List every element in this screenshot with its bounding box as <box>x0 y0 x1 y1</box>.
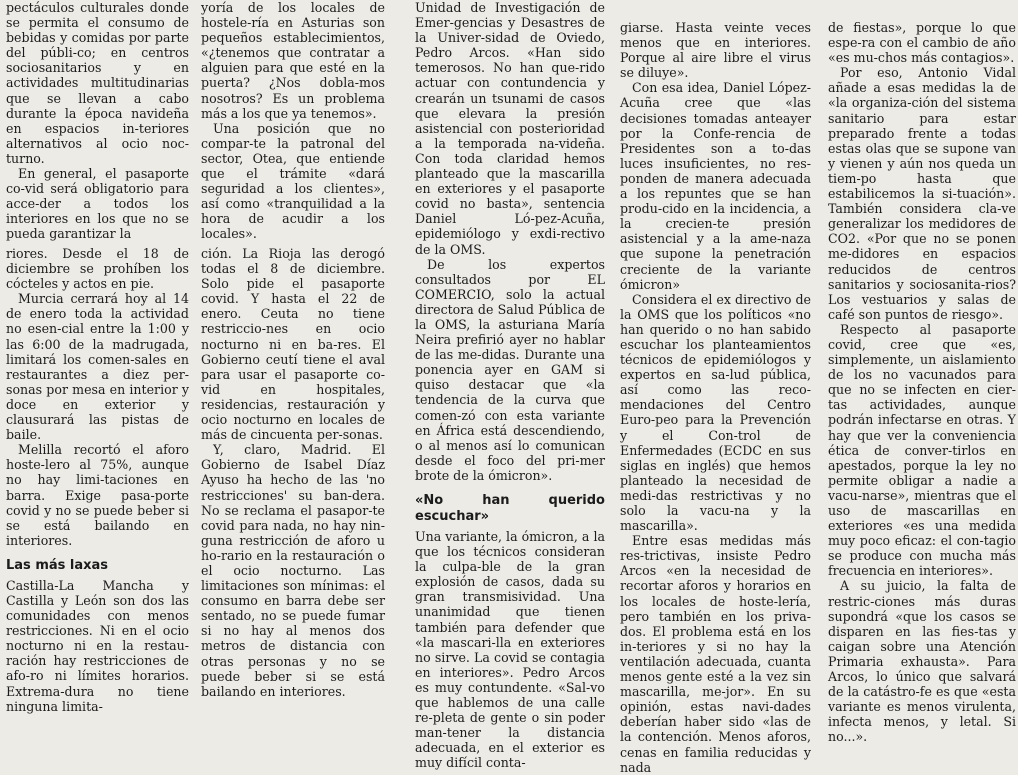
right-column-3 <box>415 0 605 771</box>
paragraph: riores. Desde el 18 de diciembre se prohíben los cócteles y actos en pie. <box>6 246 189 292</box>
right-column-5 <box>828 20 1016 745</box>
paragraph: A su juicio, la falta de restric-ciones más duras supondrá «que los casos se disparen en las fies-tas y caigan sobre una Atención Primaria exhausta». Para Arcos, lo único que salvará de la catástro-fe es que «esta variante es menos virulenta, infecta menos, y letal. Si no...». <box>828 578 1016 745</box>
paragraph: Unidad de Investigación de Emer-gencias y Desastres de la Univer-sidad de Oviedo, Pedro Arcos. «Han sido temerosos. No han que-rido actuar con contundencia y crearán un tsunami de casos que elevara la presión asistencial con posterioridad a la temporada na-videña. Con toda claridad hemos planteado que la mascarilla en exteriores y el pasaporte covid no basta», sentencia Daniel Ló-pez-Acuña, epidemiólogo y exdi-rectivo de la OMS. <box>415 0 605 257</box>
paragraph: giarse. Hasta veinte veces menos que en interiores. Porque al aire libre el virus se diluye». <box>620 20 811 81</box>
subheading: «No han querido escuchar» <box>415 493 605 524</box>
right-column-4 <box>620 20 811 775</box>
lower-left-column-1 <box>6 246 189 714</box>
paragraph: En general, el pasaporte co-vid será obligatorio para acce-der a todos los interiores en los que no se pueda garantizar la <box>6 166 189 242</box>
paragraph: ción. La Rioja las derogó todas el 8 de diciembre. Solo pide el pasaporte covid. Y hasta el 22 de enero. Ceuta no tiene restriccio-nes en ocio nocturno ni en ba-res. El Gobierno ceutí tiene el aval para usar el pasaporte co-vid en hospitales, residencias, restauración y ocio nocturno en locales de más de cincuenta per-sonas. <box>201 246 385 443</box>
paragraph: de fiestas», porque lo que espe-ra con el cambio de año «es mu-chos más contagios». <box>828 20 1016 66</box>
paragraph: De los expertos consultados por EL COMERCIO, solo la actual directora de Salud Pública de la OMS, la asturiana María Neira prefirió ayer no hablar de las me-didas. Durante una ponencia ayer en GAM si quiso destacar que «la tendencia de la curva que comen-zó con esta variante en África está descendiendo, o al menos así lo comunican desde el foco del pri-mer brote de la ómicron». <box>415 256 605 483</box>
subheading: Las más laxas <box>6 557 109 573</box>
paragraph: Castilla-La Mancha y Castilla y León son dos las comunidades con menos restricciones. Ni en el ocio nocturno ni en la restau-ración hay restricciones de afo-ro ni límites horarios. Extrema-dura no tiene ninguna limita- <box>6 577 189 714</box>
paragraph: Melilla recortó el aforo hoste-lero al 75%, aunque no hay limi-taciones en barra. Exige pasa-porte covid y no se puede beber si se está bailando en interiores. <box>6 442 189 548</box>
paragraph: Respecto al pasaporte covid, cree que «es, simplemente, un aislamiento de los no vacunados para que no se infecten en cier-tas actividades, aunque podrán infectarse en otras. Y hay que ver la conveniencia ética de conver-tirlos en apestados, porque la ley no permite obligar a nadie a vacu-narse», mientras que el uso de mascarillas en exteriores «es una medida muy poco eficaz: el con-tagio se produce con mucha más frecuencia en interiores». <box>828 321 1016 579</box>
paragraph: Una posición que no compar-te la patronal del sector, Otea, que entiende que el trámite «dará seguridad a los clientes», así como «tranquilidad a la hora de acudir a los locales». <box>201 120 385 242</box>
paragraph: Con esa idea, Daniel López-Acuña cree que «las decisiones tomadas anteayer por la Confe-rencia de Presidentes son a to-das luces insuficientes, no res-ponden de manera adecuada a los repuntes que se han produ-cido en la incidencia, a la crecien-te presión asistencial y a la ame-naza que supone la penetración creciente de la variante ómicron» <box>620 80 811 292</box>
lower-left-column-2 <box>201 246 385 699</box>
paragraph: Murcia cerrará hoy al 14 de enero toda la actividad no esen-cial entre la 1:00 y las 6:00 de la madrugada, limitará los comen-sales en restaurantes a diez per-sonas por mesa en interior y doce en exterior y clausurará las pistas de baile. <box>6 291 189 443</box>
paragraph: yoría de los locales de hostele-ría en Asturias son pequeños establecimientos, «¿tenemos que contratar a alguien para que esté en la puerta? ¿Nos dobla-mos nosotros? Es un problema más a los que ya tenemos». <box>201 0 385 121</box>
paragraph: Por eso, Antonio Vidal añade a esas medidas la de «la organiza-ción del sistema sanitario para estar preparado frente a todas estas olas que se supone van y vienen y aún nos queda un tiem-po hasta que estabilicemos la si-tuación». También considera cla-ve generalizar los medidores de CO2. «Por que no se ponen me-didores en espacios reducidos de centros sanitarios y sociosanita-rios? Los vestuarios y salas de café son puntos de riesgo». <box>828 65 1016 322</box>
upper-left-column-2 <box>201 0 385 242</box>
paragraph: pectáculos culturales donde se permita el consumo de bebidas y comidas por parte del públi-co; en centros sociosanitarios y en actividades multitudinarias que se llevan a cabo durante la época navideña en espacios in-teriores alternativos al ocio noc-turno. <box>6 0 189 166</box>
paragraph: Entre esas medidas más res-trictivas, insiste Pedro Arcos «en la necesidad de recortar aforos y horarios en los locales de hoste-lería, pero también en los priva-dos. El problema está en los in-teriores y si no hay la ventilación adecuada, cuanta menos gente esté a la vez sin mascarilla, me-jor». En su opinión, estas navi-dades deberían haber sido «las de la contención. Menos aforos, cenas en familia reducidas y nada <box>620 533 811 775</box>
paragraph: Considera el ex directivo de la OMS que los políticos «no han querido o no han sabido escuchar los planteamientos técnicos de epidemiólogos y expertos en sa-lud pública, así como las reco-mendaciones del Centro Euro-peo para la Prevención y el Con-trol de Enfermedades (ECDC en sus siglas en inglés) que hemos planteado la necesidad de medi-das restrictivas y no solo la vacu-na y la mascarilla». <box>620 291 811 534</box>
upper-left-column-1 <box>6 0 189 242</box>
paragraph: Y, claro, Madrid. El Gobierno de Isabel Díaz Ayuso ha hecho de las 'no restricciones' su ban-dera. No se reclama el pasapor-te covid para nada, no hay nin-guna restricción de aforo u ho-rario en la restauración o el ocio nocturno. Las limitaciones son mínimas: el consumo en barra debe ser sentado, no se puede fumar si no hay al menos dos metros de distancia con otras personas y no se puede beber si se está bailando en interiores. <box>201 442 385 699</box>
paragraph: Una variante, la ómicron, a la que los técnicos consideran la culpa-ble de la gran explosión de casos, dada su gran transmisividad. Una unanimidad que tienen también para defender que «la mascari-lla en exteriores no sirve. La covid se contagia en interiores». Pedro Arcos es muy contundente. «Sal-vo que hablemos de una calle re-pleta de gente o sin poder man-tener la distancia adecuada, en el exterior es muy difícil conta- <box>415 529 605 771</box>
